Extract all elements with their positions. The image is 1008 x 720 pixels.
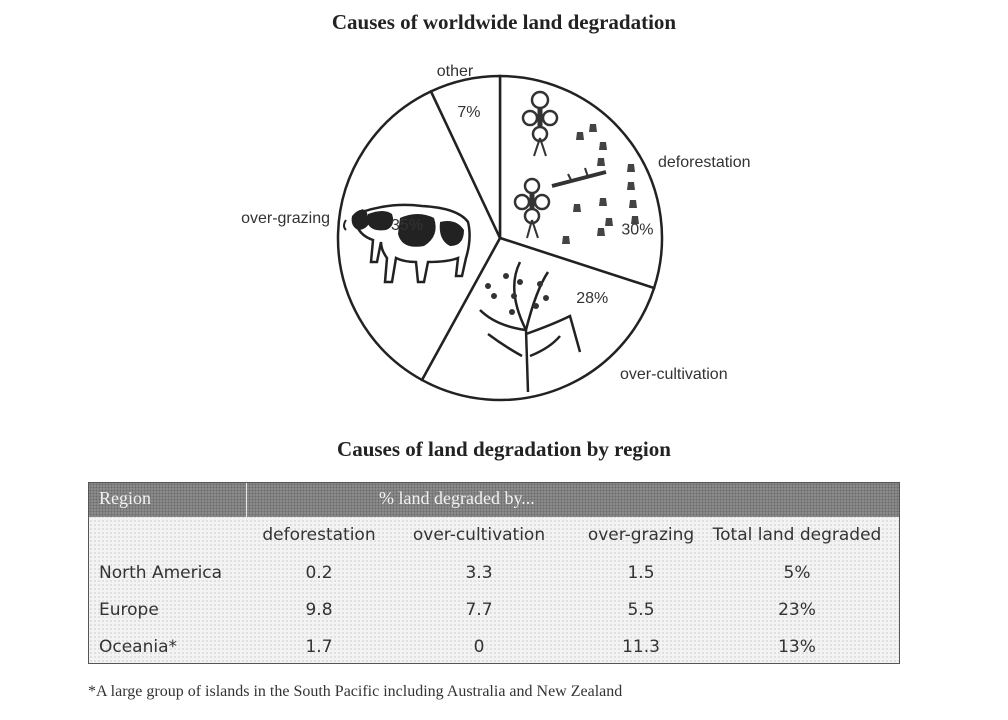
row-label-oceania: Oceania*	[99, 637, 178, 657]
table-cell: 9.8	[305, 600, 333, 620]
table-cell: 11.3	[622, 637, 660, 657]
table-cell: 3.3	[465, 563, 493, 583]
column-header-over-cultivation: over-cultivation	[412, 525, 546, 545]
table-cell: 0	[473, 637, 485, 657]
header-region: Region	[99, 488, 151, 508]
table-cell: 5%	[783, 563, 811, 583]
header-divider	[246, 483, 247, 517]
pie-category-label-other: other	[436, 63, 474, 80]
table-title: Causes of land degradation by region	[337, 437, 671, 461]
row-label-europe: Europe	[99, 600, 159, 620]
table-cell: 0.2	[305, 563, 333, 583]
pie-chart-title: Causes of worldwide land degradation	[331, 10, 677, 34]
table-header-bar	[89, 483, 899, 517]
footnote: *A large group of islands in the South Pacific including Australia and New Zealand	[88, 683, 623, 700]
pie-percent-label-over-cultivation: 28%	[576, 290, 609, 308]
header-percent-label: % land degraded by...	[379, 488, 535, 508]
pie-category-label-over-cultivation: over-cultivation	[620, 366, 728, 383]
column-header-deforestation: deforestation	[262, 525, 376, 545]
table-cell: 23%	[778, 600, 816, 620]
column-header-over-grazing: over-grazing	[587, 525, 695, 545]
table-cell: 13%	[778, 637, 816, 657]
pie-category-label-deforestation: deforestation	[658, 154, 751, 171]
pie-percent-label-other: 7%	[457, 104, 481, 122]
row-label-north-america: North America	[99, 563, 223, 583]
table-cell: 7.7	[465, 600, 493, 620]
pie-category-label-over-grazing: over-grazing	[241, 210, 330, 227]
pie-percent-label-over-grazing: 35%	[390, 216, 423, 234]
table-cell: 1.7	[305, 637, 333, 657]
column-header-total: Total land degraded	[712, 525, 882, 545]
table-cell: 5.5	[627, 600, 655, 620]
pie-percent-label-deforestation: 30%	[621, 221, 654, 239]
table-cell: 1.5	[627, 563, 655, 583]
region-table	[88, 482, 900, 664]
